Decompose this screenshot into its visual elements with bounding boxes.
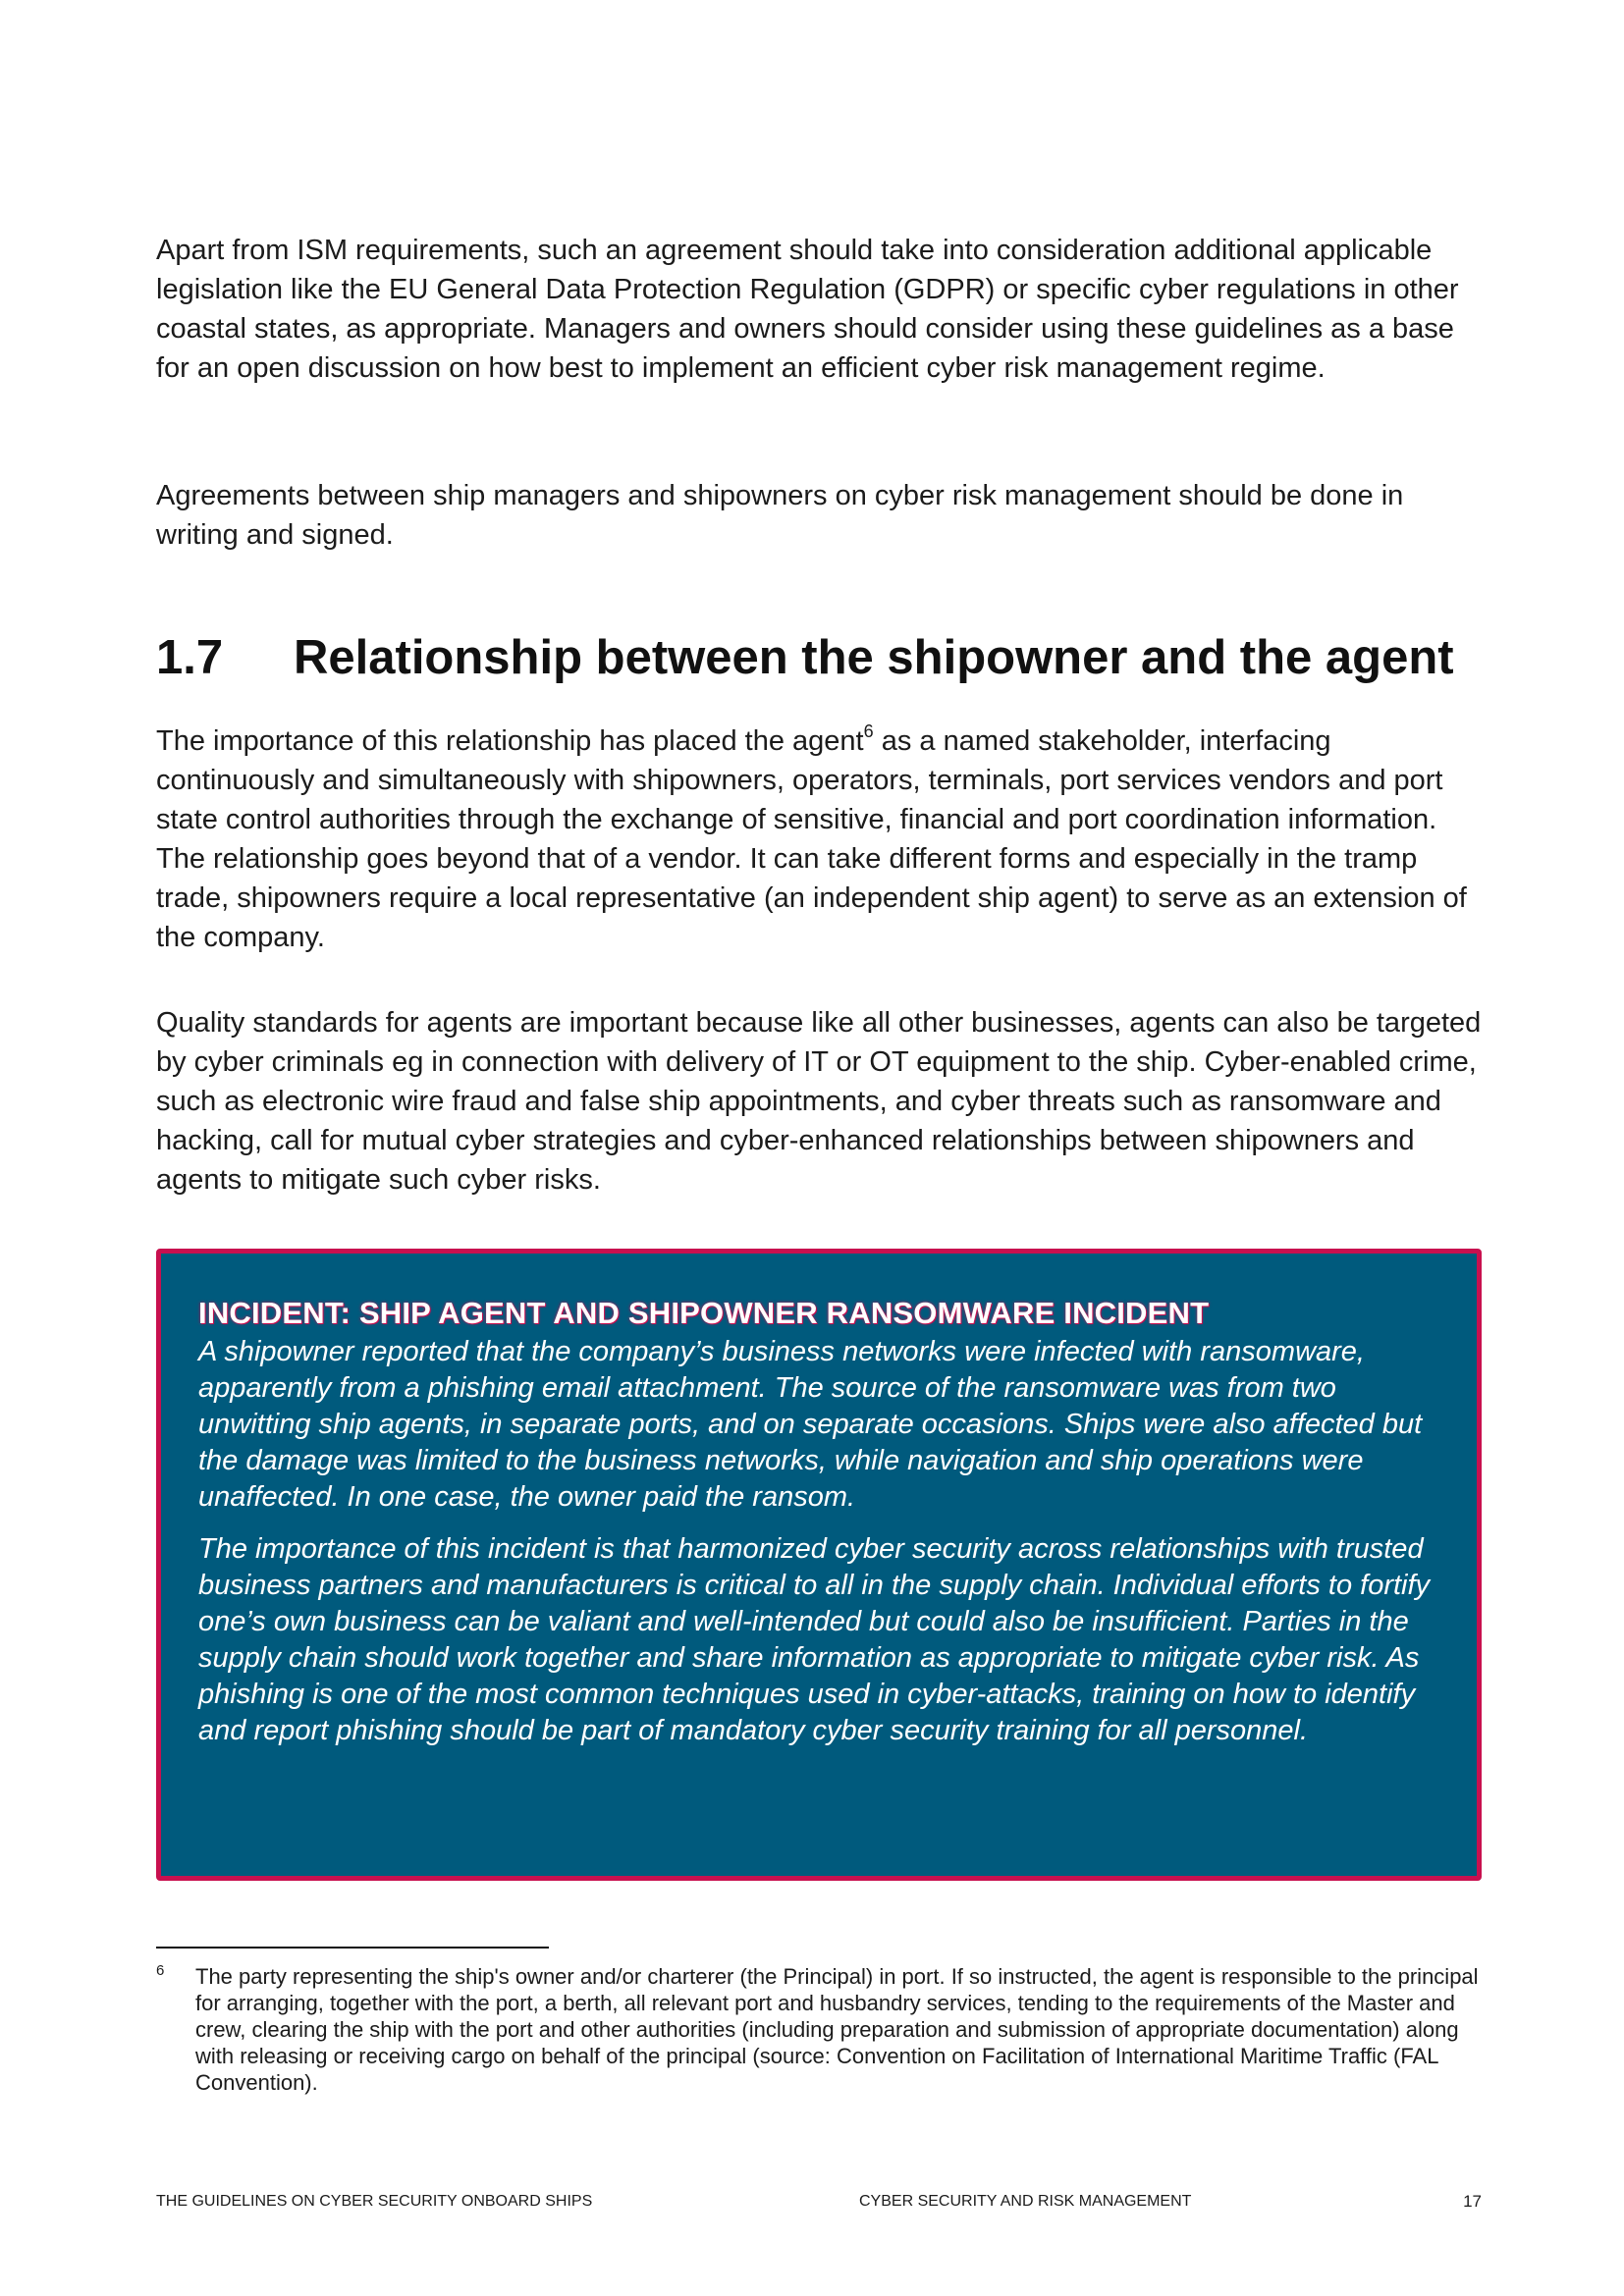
relationship-text-end: as a named stakeholder, interfacing continuously and simultaneously with shipowners, operators, terminals, port services vendors and port state control authorities through the exchange of sensitive, financial and port coordination information. The relationship goes beyond that of a vendor. It can take different forms and especially in the tramp trade, shipowners require a local representative (an independent ship agent) to serve as an extension of the company.: [156, 725, 1467, 953]
incident-paragraph-report: A shipowner reported that the company’s business networks were infected with ransomware, apparently from a phishing email attachment. The source of the ransomware was from two unwitting ship agents, in separate ports, and on separate occasions. Ships were also affected but the damage was limited to the business networks, while navigation and ship operations were unaffected. In one case, the owner paid the ransom.: [198, 1336, 1423, 1513]
relationship-text-start: The importance of this relationship has placed the agent: [156, 725, 864, 757]
footnote-marker: 6: [156, 1962, 165, 1979]
body-paragraph-quality-standards: Quality standards for agents are important because like all other businesses, agents can also be targeted by cyber criminals eg in connection with delivery of IT or OT equipment to the ship. Cyber-enabled crime, such as electronic wire fraud and false ship appointments, and cyber threats such as ransomware and hacking, call for mutual cyber strategies and cyber-enhanced relationships between shipowners and agents to mitigate such cyber risks.: [156, 1007, 1482, 1196]
page-footer: [156, 2190, 1482, 2214]
section-heading: [156, 628, 1482, 687]
footer-chapter-title: CYBER SECURITY AND RISK MANAGEMENT: [859, 2193, 1192, 2210]
incident-title: INCIDENT: SHIP AGENT AND SHIPOWNER RANSOMWARE INCIDENT: [198, 1296, 1210, 1330]
section-title: Relationship between the shipowner and the agent: [294, 631, 1454, 684]
body-paragraph-gdpr: Apart from ISM requirements, such an agreement should take into consideration additional applicable legislation like the EU General Data Protection Regulation (GDPR) or specific cyber regulations in other coastal states, as appropriate. Managers and owners should consider using these guidelines as a base for an open discussion on how best to implement an efficient cyber risk management regime.: [156, 235, 1459, 384]
footnote-divider: [156, 1947, 549, 1949]
body-paragraph-relationship: [156, 721, 1482, 957]
document-page: [156, 0, 1482, 2296]
footer-page-number: 17: [1463, 2192, 1482, 2211]
section-number: 1.7: [156, 631, 224, 684]
footnote: [156, 1963, 1482, 2096]
incident-callout-box: [156, 1249, 1482, 1881]
footnote-text: The party representing the ship's owner and/or charterer (the Principal) in port. If so instructed, the agent is responsible to the principal for arranging, together with the port, a berth, all relevant port and husbandry services, tending to the requirements of the Master and crew, clearing the ship with the port and other authorities (including preparation and submission of appropriate documentation) along with releasing or receiving cargo on behalf of the principal (source: Convention on Facilitation of International Maritime Traffic (FAL Convention).: [195, 1964, 1479, 2095]
footer-document-title: THE GUIDELINES ON CYBER SECURITY ONBOARD SHIPS: [156, 2193, 593, 2210]
footnote-reference[interactable]: 6: [863, 721, 874, 742]
incident-paragraph-importance: The importance of this incident is that harmonized cyber security across relationships with trusted business partners and manufacturers is critical to all in the supply chain. Individual efforts to fortify one’s own business can be valiant and well-intended but could also be insufficient. Parties in the supply chain should work together and share information as appropriate to mitigate cyber risk. As phishing is one of the most common techniques used in cyber-attacks, training on how to identify and report phishing should be part of mandatory cyber security training for all personnel.: [198, 1533, 1431, 1746]
body-paragraph-agreements: Agreements between ship managers and shipowners on cyber risk management should be done in writing and signed.: [156, 480, 1404, 551]
